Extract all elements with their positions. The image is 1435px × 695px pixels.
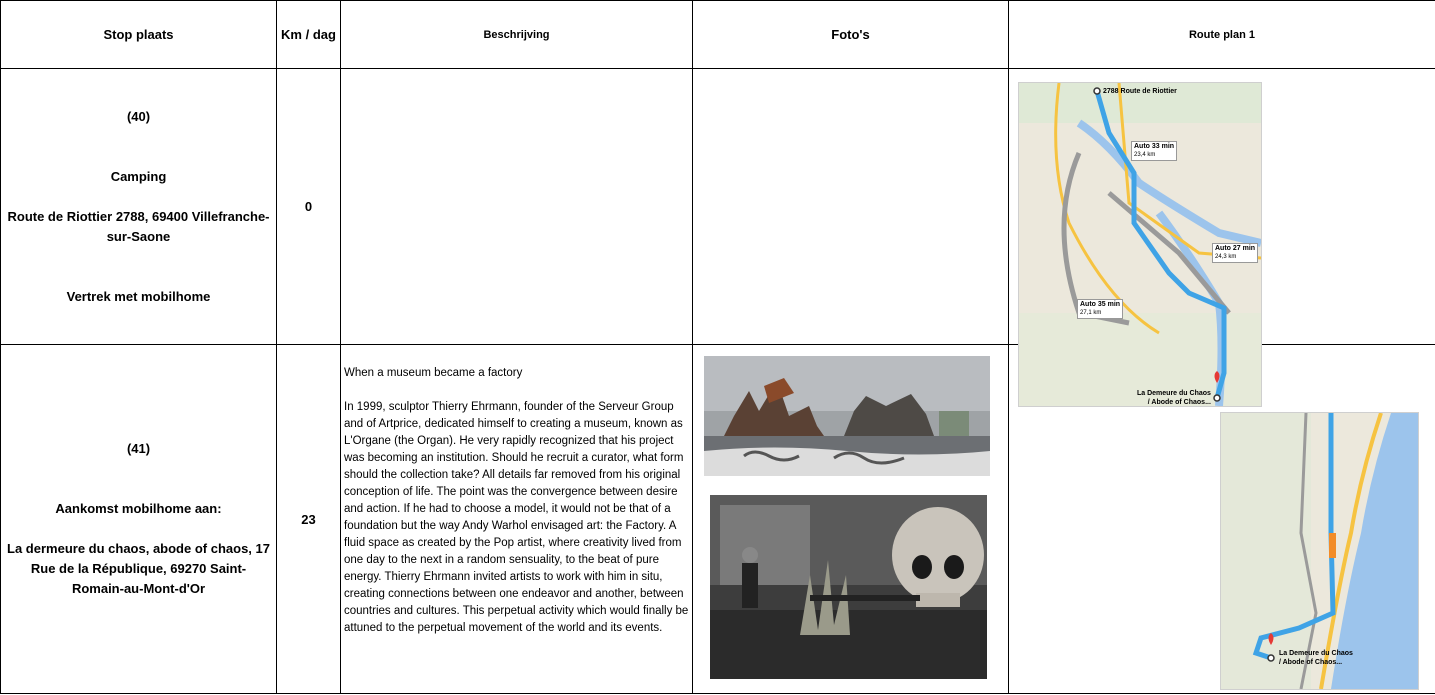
route-c-box[interactable]	[1077, 299, 1123, 319]
route-a-distance: 23,4 km	[1134, 152, 1156, 158]
map2-end-label-line1: La Demeure du Chaos	[1279, 650, 1353, 657]
route-b-distance: 24,3 km	[1215, 254, 1237, 260]
description-cell[interactable]	[341, 69, 693, 345]
description-title: When a museum became a factory	[344, 367, 523, 379]
route-b-box[interactable]	[1212, 243, 1258, 263]
map2-end-label	[1277, 649, 1355, 667]
header-stop[interactable]: Stop plaats	[1, 1, 277, 69]
header-photos[interactable]: Foto's	[693, 1, 1009, 69]
route-c-time: Auto 35 min	[1080, 301, 1121, 308]
description-body: In 1999, sculptor Thierry Ehrmann, founder of the Serveur Group and of Artprice, dedicated himself to creating a museum, known as L'Organe (the Organ). He very rapidly recognized that his project was becoming an institution. Should he recruit a curator, what form should the collection take? All details far removed from his original conception of life. The point was the convergence between desire and action. If he had to choose a model, it would not be that of a foundation but the way Andy Warhol envisaged art: the Factory. A fluid space as created by the Pop artist, where creativity lived from one day to the next in a random sensuality, to the beat of pure energy. Thierry Ehrmann invited artists to work with him in situ, creating connections between one endeavor and another, between countries and cultures. This perpetual activity which would finally be attuned to the perpetual movement of the world and its events.	[344, 401, 689, 634]
skull-sculpture-photo	[710, 495, 987, 679]
stop-number: (40)	[126, 108, 151, 124]
map1-end-label-line2: / Abode of Chaos...	[1147, 399, 1211, 406]
map1-end-label-line1: La Demeure du Chaos	[1137, 390, 1211, 397]
header-km[interactable]: Km / dag	[277, 1, 341, 69]
route-c-distance: 27,1 km	[1080, 310, 1102, 316]
km-cell[interactable]: 0	[277, 69, 341, 345]
stop-number: (41)	[126, 441, 151, 456]
map2-end-label-line2: / Abode of Chaos...	[1279, 659, 1343, 666]
route-map-overview[interactable]	[1018, 82, 1262, 407]
stop-type: Aankomst mobilhome aan:	[55, 501, 222, 516]
km-cell[interactable]: 23	[277, 345, 341, 694]
header-description[interactable]: Beschrijving	[341, 1, 693, 69]
header-row	[1, 1, 1435, 69]
stop-cell[interactable]	[1, 69, 277, 345]
map1-end-label	[1135, 389, 1213, 407]
description-cell[interactable]	[341, 345, 693, 694]
header-route[interactable]: Route plan 1	[1009, 1, 1435, 69]
route-b-time: Auto 27 min	[1215, 245, 1256, 252]
route-map-detail[interactable]	[1220, 412, 1419, 690]
stop-type: Camping	[110, 168, 167, 184]
stop-note: Vertrek met mobilhome	[66, 288, 211, 304]
stop-address: Route de Riottier 2788, 69400 Villefranche-sur-Saone	[7, 208, 270, 244]
route-a-time: Auto 33 min	[1134, 143, 1175, 150]
abode-panorama-photo	[704, 356, 990, 476]
photos-cell[interactable]	[693, 69, 1009, 345]
stop-address: La dermeure du chaos, abode of chaos, 17 Rue de la République, 69270 Saint-Romain-au-Mont-d'Or	[7, 541, 270, 596]
stop-cell[interactable]	[1, 345, 277, 694]
map-start-label: 2788 Route de Riottier	[1103, 88, 1177, 95]
route-a-box[interactable]	[1131, 141, 1177, 161]
